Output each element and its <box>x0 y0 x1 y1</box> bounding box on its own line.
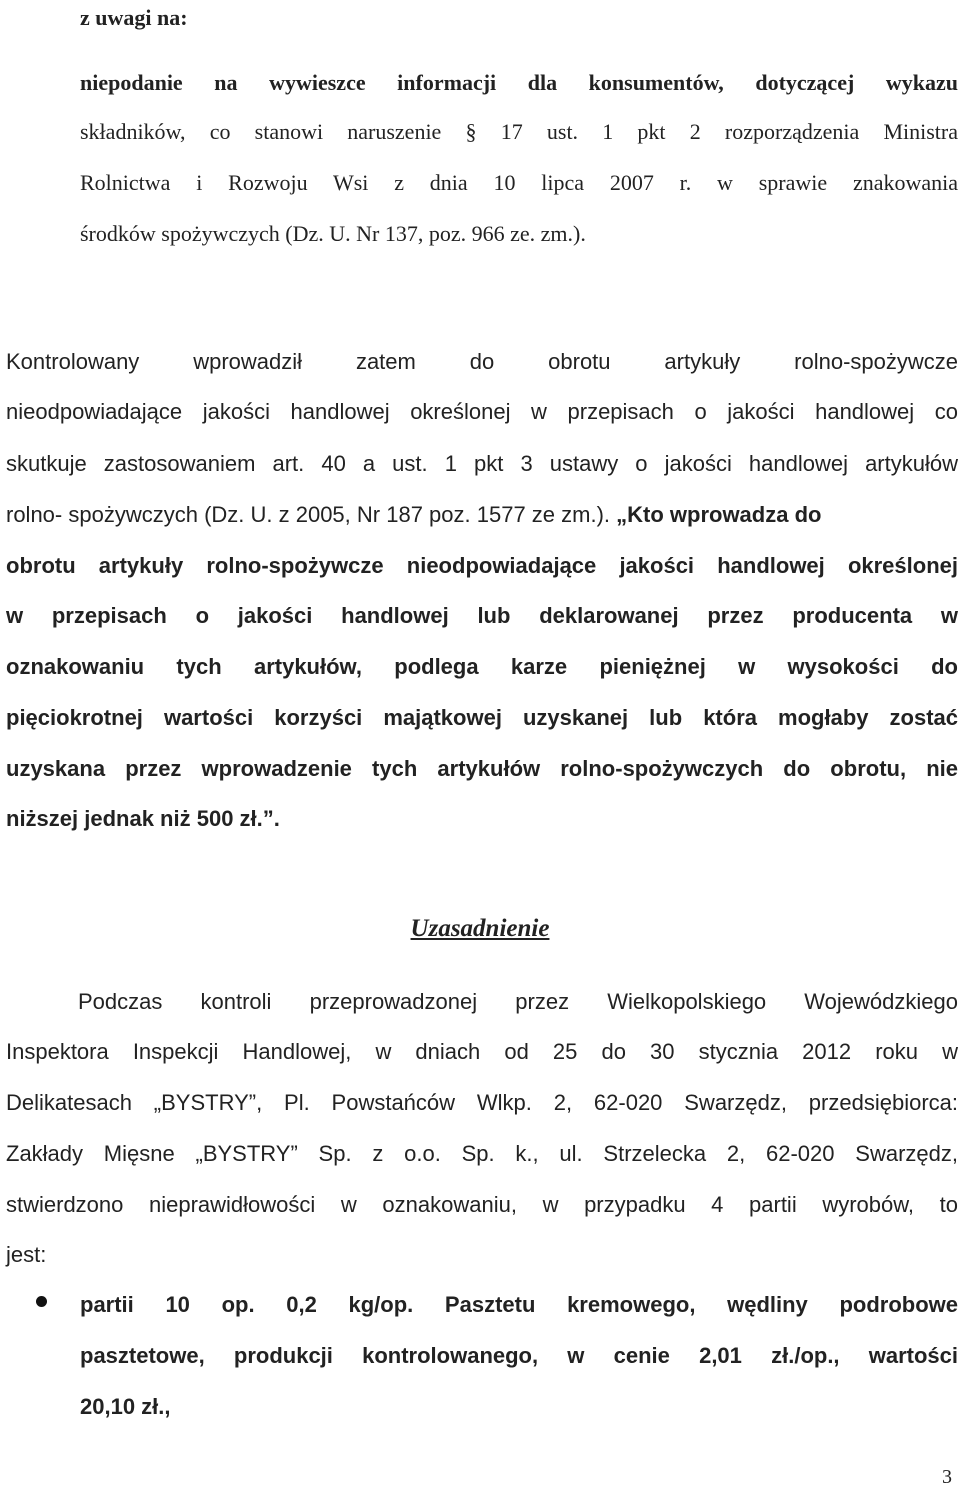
finding-line: Rolnictwa i Rozwoju Wsi z dnia 10 lipca 2007 r. w sprawie znakowania <box>80 170 958 195</box>
quote-line: obrotu artykuły rolno-spożywcze nieodpowiadające jakości handlowej określonej <box>6 553 958 578</box>
bullet-marker <box>36 1296 47 1307</box>
justification-line: Podczas kontroli przeprowadzonej przez Wielkopolskiego Wojewódzkiego <box>78 989 958 1014</box>
finding-line: środków spożywczych (Dz. U. Nr 137, poz. 966 ze. zm.). <box>80 221 586 246</box>
justification-line: jest: <box>6 1242 47 1267</box>
conclusion-line: nieodpowiadające jakości handlowej określonej w przepisach o jakości handlowej co <box>6 399 958 424</box>
page-number: 3 <box>942 1466 952 1488</box>
quote-line: w przepisach o jakości handlowej lub deklarowanej przez producenta w <box>6 603 958 628</box>
conclusion-line: Kontrolowany wprowadził zatem do obrotu artykuły rolno-spożywcze <box>6 349 958 374</box>
bullet-line: 20,10 zł., <box>80 1394 171 1419</box>
justification-line: stwierdzono nieprawidłowości w oznakowaniu, w przypadku 4 partii wyrobów, to <box>6 1192 958 1217</box>
finding-line: niepodanie na wywieszce informacji dla konsumentów, dotyczącej wykazu <box>80 70 958 95</box>
justification-line: Delikatesach „BYSTRY”, Pl. Powstańców Wlkp. 2, 62-020 Swarzędz, przedsiębiorca: <box>6 1090 958 1115</box>
quote-line: oznakowaniu tych artykułów, podlega karze pieniężnej w wysokości do <box>6 654 958 679</box>
finding-line: składników, co stanowi naruszenie § 17 ust. 1 pkt 2 rozporządzenia Ministra <box>80 119 958 144</box>
quote-line: pięciokrotnej wartości korzyści majątkowej uzyskanej lub która mogłaby zostać <box>6 705 958 730</box>
quote-line: uzyskana przez wprowadzenie tych artykułów rolno-spożywczych do obrotu, nie <box>6 756 958 781</box>
conclusion-line: skutkuje zastosowaniem art. 40 a ust. 1 pkt 3 ustawy o jakości handlowej artykułów <box>6 451 958 476</box>
conclusion-citation: rolno- spożywczych (Dz. U. z 2005, Nr 187 poz. 1577 ze zm.). <box>6 502 617 527</box>
quote-line: niższej jednak niż 500 zł.”. <box>6 806 280 831</box>
intro-text: z uwagi na: <box>80 5 188 30</box>
section-heading: Uzasadnienie <box>410 915 550 942</box>
bullet-line: pasztetowe, produkcji kontrolowanego, w cenie 2,01 zł./op., wartości <box>80 1343 958 1368</box>
quote-start: „Kto wprowadza do <box>616 502 822 527</box>
bullet-line: partii 10 op. 0,2 kg/op. Pasztetu kremowego, wędliny podrobowe <box>80 1292 958 1317</box>
conclusion-line <box>6 500 958 530</box>
justification-line: Zakłady Mięsne „BYSTRY” Sp. z o.o. Sp. k., ul. Strzelecka 2, 62-020 Swarzędz, <box>6 1141 958 1166</box>
justification-line: Inspektora Inspekcji Handlowej, w dniach od 25 do 30 stycznia 2012 roku w <box>6 1039 958 1064</box>
